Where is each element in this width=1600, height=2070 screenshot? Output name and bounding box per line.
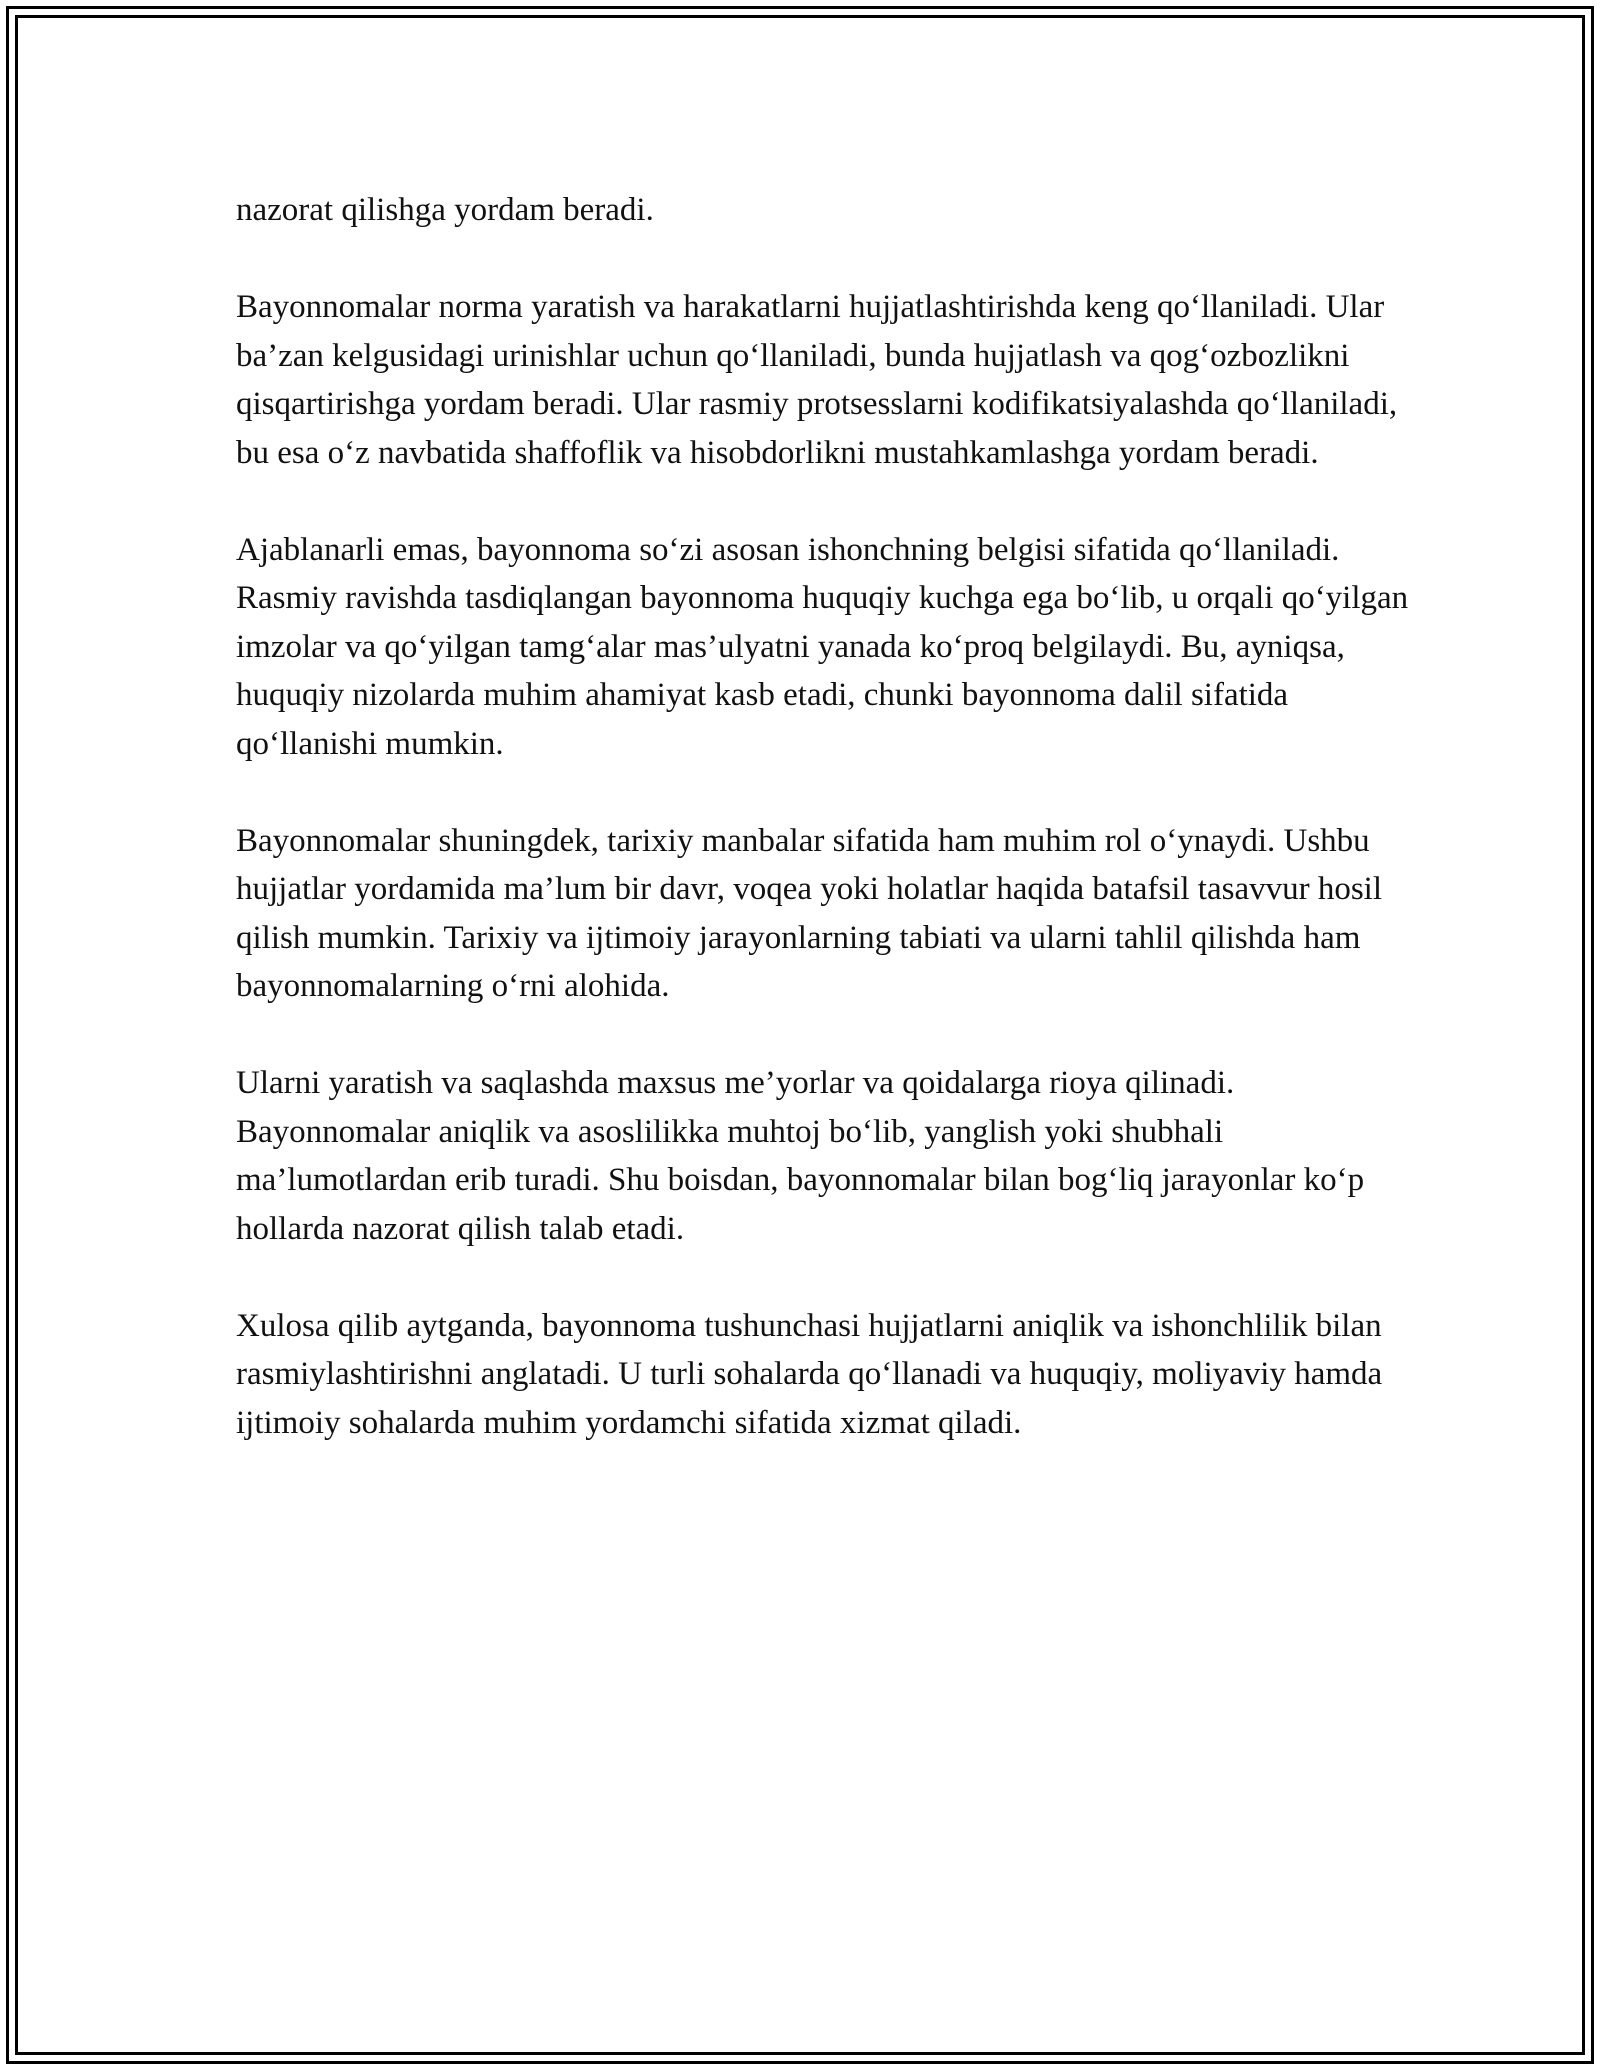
paragraph-5: Ularni yaratish va saqlashda maxsus me’yorlar va qoidalarga rioya qilinadi. Bayonnomalar aniqlik va asoslilikka muhtoj bo‘lib, yanglish yoki shubhali ma’lumotlardan erib turadi. Shu boisdan, bayonnomalar bilan bog‘liq jarayonlar ko‘p hollarda nazorat qilish talab etadi. — [236, 1065, 1365, 1247]
paragraph-6: Xulosa qilib aytganda, bayonnoma tushunchasi hujjatlarni aniqlik va ishonchlilik bilan rasmiylashtirishni anglatadi. U turli sohalarda qo‘llanadi va huquqiy, moliyaviy hamda ijtimoiy sohalarda muhim yordamchi sifatida xizmat qiladi. — [236, 1307, 1383, 1441]
document-body — [236, 186, 1416, 1496]
paragraph-3: Ajablanarli emas, bayonnoma so‘zi asosan ishonchning belgisi sifatida qo‘llaniladi. Rasmiy ravishda tasdiqlangan bayonnoma huquqiy kuchga ega bo‘lib, u orqali qo‘yilgan imzolar va qo‘yilgan tamg‘alar mas’ulyatni yanada ko‘proq belgilaydi. Bu, ayniqsa, huquqiy nizolarda muhim ahamiyat kasb etadi, chunki bayonnoma dalil sifatida qo‘llanishi mumkin. — [236, 531, 1409, 762]
paragraph-4: Bayonnomalar shuningdek, tarixiy manbalar sifatida ham muhim rol o‘ynaydi. Ushbu hujjatlar yordamida ma’lum bir davr, voqea yoki holatlar haqida batafsil tasavvur hosil qilish mumkin. Tarixiy va ijtimoiy jarayonlarning tabiati va ularni tahlil qilishda ham bayonnomalarning o‘rni alohida. — [236, 822, 1383, 1004]
paragraph-1: nazorat qilishga yordam beradi. — [236, 192, 654, 228]
paragraph-2: Bayonnomalar norma yaratish va harakatlarni hujjatlashtirishda keng qo‘llaniladi. Ular ba’zan kelgusidagi urinishlar uchun qo‘llaniladi, bunda hujjatlash va qog‘ozbozlikni qisqartirishga yordam beradi. Ular rasmiy protsesslarni kodifikatsiyalashda qo‘llaniladi, bu esa o‘z navbatida shaffoflik va hisobdorlikni mustahkamlashga yordam beradi. — [236, 289, 1398, 471]
